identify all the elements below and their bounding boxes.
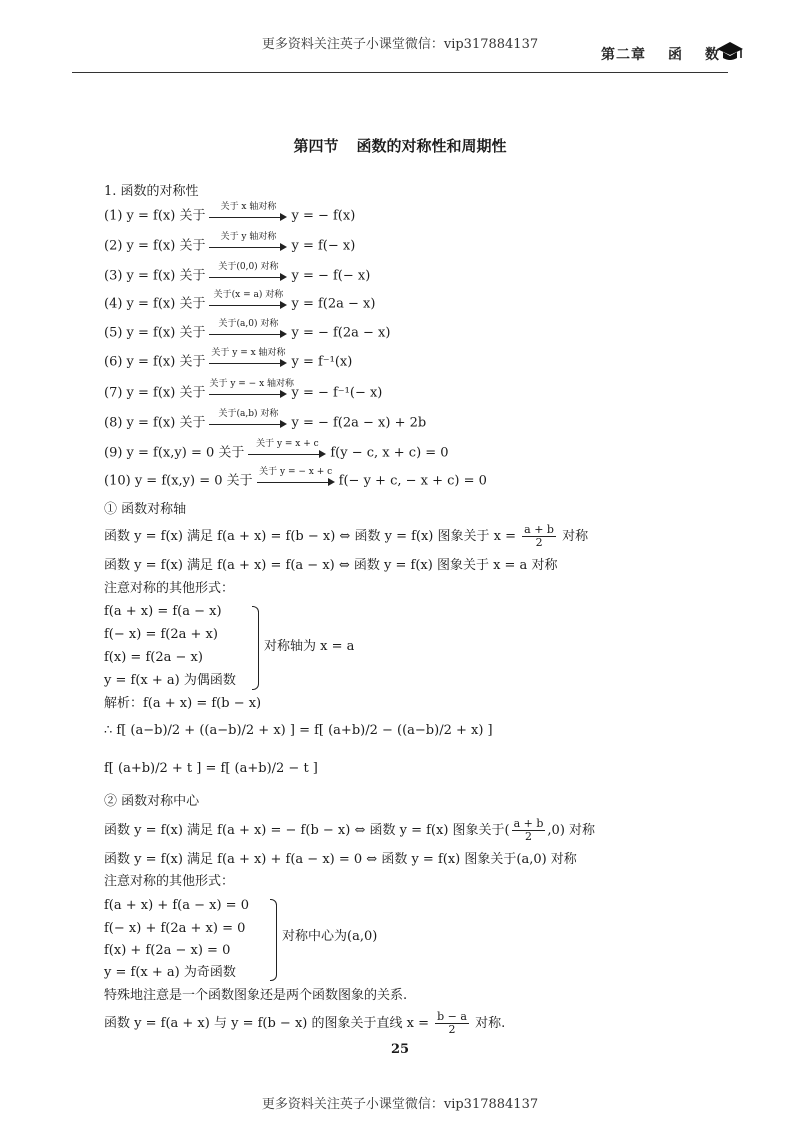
watermark-top: 更多资料关注英子小课堂微信：vip317884137: [261, 37, 539, 52]
fraction-denominator: 2: [535, 536, 543, 549]
center-form-4: y = f(x + a) 为奇函数: [104, 965, 236, 980]
arrow-label: 关于 y = x + c: [256, 439, 319, 449]
right-arrow-icon: [248, 439, 326, 462]
rule-lhs: (7) y = f(x) 关于: [104, 385, 206, 401]
rule-rhs: y = − f(x): [291, 208, 356, 224]
rule-rhs: y = − f(2a − x) + 2b: [291, 415, 427, 431]
axis-step-2: f[ (a+b)/2 + t ] = f[ (a+b)/2 − t ]: [104, 761, 318, 776]
rule-lhs: (6) y = f(x) 关于: [104, 354, 206, 370]
rule-rhs: f(− y + c, − x + c) = 0: [338, 473, 487, 489]
rule-row: [104, 290, 376, 314]
rule-row: [104, 348, 353, 372]
rule-row: [104, 379, 383, 403]
rule-rhs: y = − f(− x): [291, 268, 371, 284]
rule-row: [104, 319, 391, 343]
rule-rhs: f(y − c, x + c) = 0: [330, 445, 449, 461]
center-last-fraction: [435, 1011, 469, 1036]
rule-row: [104, 409, 427, 433]
rule-rhs: y = f(2a − x): [291, 296, 376, 312]
center-brace: [270, 899, 277, 981]
rule-lhs: (3) y = f(x) 关于: [104, 268, 206, 284]
arrow-label: 关于(x = a) 对称: [213, 290, 284, 300]
rule-lhs: (10) y = f(x,y) = 0 关于: [104, 473, 253, 489]
center-last-line: [104, 1011, 505, 1036]
center-line-1: [104, 818, 595, 843]
right-arrow-icon: [209, 319, 287, 342]
rule-lhs: (9) y = f(x,y) = 0 关于: [104, 445, 245, 461]
center-last-text: 函数 y = f(a + x) 与 y = f(b − x) 的图象关于直线 x =: [104, 1016, 429, 1031]
center-brace-text: 对称中心为(a,0): [282, 929, 378, 944]
rule-rhs: y = − f⁻¹(− x): [291, 385, 383, 401]
rule-rhs: y = f⁻¹(x): [291, 354, 353, 370]
rule-rhs: y = f(− x): [291, 238, 356, 254]
right-arrow-icon: [209, 409, 287, 432]
chapter-label: 第二章: [601, 47, 646, 63]
rule-lhs: (2) y = f(x) 关于: [104, 238, 206, 254]
arrow-label: 关于(0,0) 对称: [218, 262, 279, 272]
right-arrow-icon: [209, 202, 287, 225]
axis-line-1: [104, 524, 588, 549]
rule-row: [104, 439, 449, 463]
fraction-denominator: 2: [525, 830, 533, 843]
center-form-2: f(− x) + f(2a + x) = 0: [104, 921, 246, 936]
axis-line-1-fraction: [522, 524, 556, 549]
axis-brace: [252, 606, 259, 690]
fraction-numerator: a + b: [524, 523, 554, 536]
page-number: 25: [390, 1042, 410, 1057]
center-line-1-text: 函数 y = f(x) 满足 f(a + x) = − f(b − x) ⇔ 函数 y = f(x) 图象关于(: [104, 823, 510, 838]
right-arrow-icon: [209, 232, 287, 255]
center-line-2: 函数 y = f(x) 满足 f(a + x) + f(a − x) = 0 ⇔ 函数 y = f(x) 图象关于(a,0) 对称: [104, 852, 577, 867]
rule-rhs: y = − f(2a − x): [291, 325, 391, 341]
rule-lhs: (8) y = f(x) 关于: [104, 415, 206, 431]
chapter-name-2: 数: [705, 47, 720, 63]
section-name: 函数的对称性和周期性: [356, 137, 507, 155]
chapter-name-1: 函: [668, 47, 683, 63]
arrow-label: 关于 y = − x + c: [259, 467, 333, 477]
graduation-cap-icon: [716, 40, 744, 64]
axis-form-3: f(x) = f(2a − x): [104, 650, 203, 665]
fraction-numerator: b − a: [437, 1010, 467, 1023]
center-line-1-fraction: [512, 818, 546, 843]
center-heading: ② 函数对称中心: [104, 794, 200, 809]
axis-form-1: f(a + x) = f(a − x): [104, 604, 222, 619]
axis-line-1-text: 函数 y = f(x) 满足 f(a + x) = f(b − x) ⇔ 函数 y = f(x) 图象关于 x =: [104, 529, 517, 544]
section-title: [0, 135, 800, 156]
axis-step-1: ∴ f[ (a−b)/2 + ((a−b)/2 + x) ] = f[ (a+b)/2 − ((a−b)/2 + x) ]: [104, 723, 493, 738]
axis-note: 注意对称的其他形式：: [104, 581, 235, 596]
rule-lhs: (4) y = f(x) 关于: [104, 296, 206, 312]
axis-line-2: 函数 y = f(x) 满足 f(a + x) = f(a − x) ⇔ 函数 y = f(x) 图象关于 x = a 对称: [104, 558, 558, 573]
arrow-label: 关于 y = − x 轴对称: [209, 379, 295, 389]
fraction-denominator: 2: [448, 1023, 456, 1036]
axis-analysis: 解析：f(a + x) = f(b − x): [104, 696, 262, 711]
arrow-label: 关于 y 轴对称: [220, 232, 277, 242]
right-arrow-icon: [209, 348, 287, 371]
axis-brace-text: 对称轴为 x = a: [264, 639, 355, 654]
section-number: 第四节: [293, 137, 339, 155]
right-arrow-icon: [209, 379, 295, 402]
chapter-header: [601, 44, 720, 64]
axis-form-4: y = f(x + a) 为偶函数: [104, 673, 236, 688]
arrow-label: 关于(a,0) 对称: [218, 319, 279, 329]
axis-line-1-end: 对称: [562, 529, 589, 544]
center-note: 注意对称的其他形式：: [104, 874, 235, 889]
rule-lhs: (5) y = f(x) 关于: [104, 325, 206, 341]
center-form-1: f(a + x) + f(a − x) = 0: [104, 898, 249, 913]
center-line-1-end: ,0) 对称: [547, 823, 596, 838]
right-arrow-icon: [257, 467, 335, 490]
arrow-label: 关于 y = x 轴对称: [211, 348, 286, 358]
rule-lhs: (1) y = f(x) 关于: [104, 208, 206, 224]
center-form-3: f(x) + f(2a − x) = 0: [104, 943, 231, 958]
arrow-label: 关于(a,b) 对称: [218, 409, 279, 419]
rule-row: [104, 467, 487, 491]
axis-heading: ① 函数对称轴: [104, 502, 187, 517]
arrow-label: 关于 x 轴对称: [220, 202, 277, 212]
special-note: 特殊地注意是一个函数图象还是两个函数图象的关系.: [104, 988, 408, 1003]
heading-symmetry: 1. 函数的对称性: [104, 184, 199, 199]
rule-row: [104, 262, 371, 286]
rule-row: [104, 202, 356, 226]
center-last-end: 对称.: [475, 1016, 506, 1031]
rule-row: [104, 232, 356, 256]
watermark-bottom: 更多资料关注英子小课堂微信：vip317884137: [261, 1097, 539, 1112]
fraction-numerator: a + b: [513, 817, 544, 830]
header-rule: [72, 72, 728, 73]
right-arrow-icon: [209, 262, 287, 285]
right-arrow-icon: [209, 290, 287, 313]
axis-form-2: f(− x) = f(2a + x): [104, 627, 218, 642]
